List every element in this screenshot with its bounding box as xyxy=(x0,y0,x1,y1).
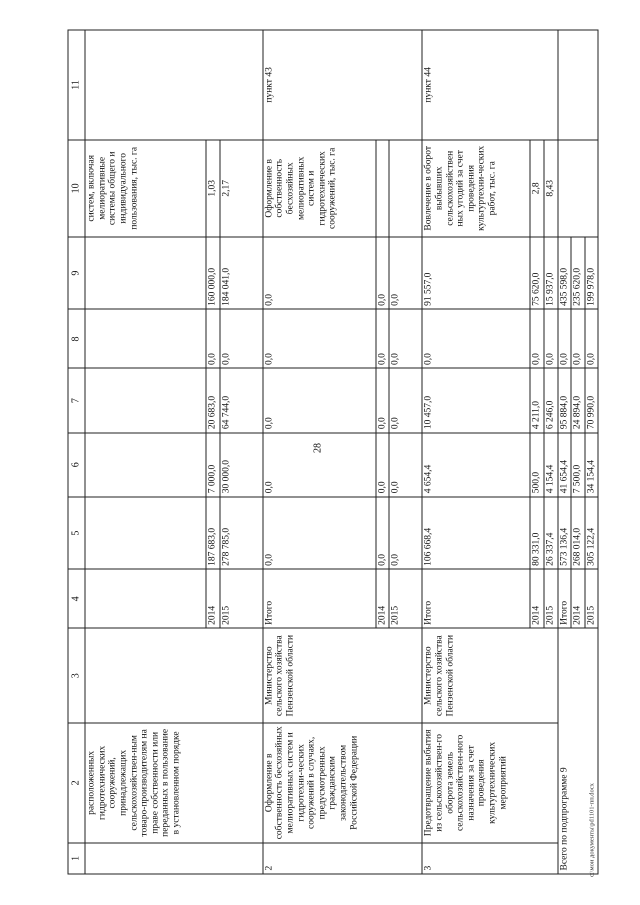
program-table xyxy=(68,30,599,875)
value-cell: 24 894,0 xyxy=(571,368,585,432)
value-cell: 6 246,0 xyxy=(544,368,558,432)
value-cell: 199 978,0 xyxy=(585,237,599,310)
indicator-value-cell: 8,43 xyxy=(544,140,558,237)
table-row xyxy=(263,30,376,874)
row3-executor: Министерство сельского хозяйства Пензенской области xyxy=(422,628,557,723)
col-header-2: 2 xyxy=(68,723,85,843)
cont-num-cell xyxy=(85,843,263,874)
cell xyxy=(85,237,206,310)
col-header-8: 8 xyxy=(68,309,85,368)
value-cell: 305 122,4 xyxy=(585,497,599,570)
summary-row xyxy=(558,30,572,874)
row-number: 3 xyxy=(422,843,557,874)
value-cell: 106 668,4 xyxy=(422,497,530,570)
value-cell: 70 990,0 xyxy=(585,368,599,432)
value-cell: 95 884,0 xyxy=(558,368,572,432)
row-number: 2 xyxy=(263,843,423,874)
row3-indicator: Вовлечение в оборот выбывших сельскохозяйствен ных угодий за счет проведения культуртехни-ческих работ, тыс. га xyxy=(422,140,530,237)
value-cell: 0,0 xyxy=(389,237,422,310)
value-cell: 500,0 xyxy=(530,433,544,497)
value-cell: 10 457,0 xyxy=(422,368,530,432)
col-header-4: 4 xyxy=(68,569,85,628)
indicator-value-cell: 2,8 xyxy=(530,140,544,237)
value-cell: 41 654,4 xyxy=(558,433,572,497)
value-cell: 0,0 xyxy=(376,433,390,497)
value-cell: 0,0 xyxy=(220,309,263,368)
value-cell: 0,0 xyxy=(263,433,376,497)
value-cell: 26 337,4 xyxy=(544,497,558,570)
value-cell: 278 785,0 xyxy=(220,497,263,570)
col-header-5: 5 xyxy=(68,497,85,570)
value-cell: 0,0 xyxy=(389,309,422,368)
value-cell: 20 683,0 xyxy=(206,368,220,432)
value-cell: 0,0 xyxy=(263,237,376,310)
value-cell: 0,0 xyxy=(376,368,390,432)
value-cell: 0,0 xyxy=(530,309,544,368)
cell xyxy=(85,433,206,497)
value-cell: 4 154,4 xyxy=(544,433,558,497)
year-cell: 2015 xyxy=(544,569,558,628)
value-cell: 4 654,4 xyxy=(422,433,530,497)
col-header-10: 10 xyxy=(68,140,85,237)
row2-indicator: Оформление в собственность бесхозяйных мелиоративных систем и гидротехнических сооружений, тыс. га xyxy=(263,140,376,237)
year-cell: 2014 xyxy=(206,569,220,628)
row3-note: пункт 44 xyxy=(422,30,557,140)
indicator-value-cell: 1,03 xyxy=(206,140,220,237)
value-cell: 0,0 xyxy=(376,309,390,368)
cell xyxy=(85,497,206,570)
col-header-9: 9 xyxy=(68,237,85,310)
row3-description: Предотвращение выбытия из сельскохозяйствен-го оборота земель сельскохозяйствен-ного назначения за счет проведения культуртехнических мероприятий xyxy=(422,723,557,843)
year-cell: 2014 xyxy=(571,569,585,628)
total-label: Итого xyxy=(263,569,376,628)
cell xyxy=(558,140,599,237)
year-cell: 2015 xyxy=(389,569,422,628)
value-cell: 34 154,4 xyxy=(585,433,599,497)
cont-executor-cell xyxy=(85,628,263,723)
cell xyxy=(558,30,599,140)
cell xyxy=(389,140,422,237)
value-cell: 0,0 xyxy=(206,309,220,368)
value-cell: 0,0 xyxy=(571,309,585,368)
value-cell: 75 620,0 xyxy=(530,237,544,310)
value-cell: 0,0 xyxy=(376,497,390,570)
value-cell: 0,0 xyxy=(585,309,599,368)
value-cell: 64 744,0 xyxy=(220,368,263,432)
year-cell: 2014 xyxy=(376,569,390,628)
col-header-6: 6 xyxy=(68,433,85,497)
cell xyxy=(85,569,206,628)
value-cell: 0,0 xyxy=(263,309,376,368)
year-cell: 2015 xyxy=(220,569,263,628)
value-cell: 0,0 xyxy=(389,433,422,497)
cont-note-cell xyxy=(85,30,263,140)
total-label: Итого xyxy=(422,569,530,628)
row2-note: пункт 43 xyxy=(263,30,423,140)
col-header-11: 11 xyxy=(68,30,85,140)
value-cell: 7 000,0 xyxy=(206,433,220,497)
cell xyxy=(85,368,206,432)
value-cell: 0,0 xyxy=(376,237,390,310)
value-cell: 30 000,0 xyxy=(220,433,263,497)
value-cell: 0,0 xyxy=(389,368,422,432)
cont-description: расположенных гидротехнических сооружений, принадлежащих сельскохозяйствен-ным товаро-производителям на праве собственности или переданных в пользование в установленном порядке xyxy=(85,723,263,843)
value-cell: 573 136,4 xyxy=(558,497,572,570)
indicator-value-cell: 2,17 xyxy=(220,140,263,237)
row2-description: Оформление в собственность бесхозяйных мелиоративных систем и гидротехни-ческих сооружений в случаях, предусмотренных гражданским законодательством Российской Федерации xyxy=(263,723,423,843)
value-cell: 7 500,0 xyxy=(571,433,585,497)
value-cell: 0,0 xyxy=(422,309,530,368)
value-cell: 0,0 xyxy=(544,309,558,368)
value-cell: 0,0 xyxy=(389,497,422,570)
cell xyxy=(85,309,206,368)
row2-executor: Министерство сельского хозяйства Пензенской области xyxy=(263,628,423,723)
value-cell: 91 557,0 xyxy=(422,237,530,310)
col-header-7: 7 xyxy=(68,368,85,432)
total-label: Итого xyxy=(558,569,572,628)
summary-label: Всего по подпрограмме 9 xyxy=(558,628,599,874)
footer-file-path: c:\мои документы\pd1101-пп.docx xyxy=(588,783,596,877)
value-cell: 0,0 xyxy=(263,497,376,570)
year-cell: 2015 xyxy=(585,569,599,628)
value-cell: 4 211,0 xyxy=(530,368,544,432)
value-cell: 160 000,0 xyxy=(206,237,220,310)
value-cell: 15 937,0 xyxy=(544,237,558,310)
value-cell: 435 598,0 xyxy=(558,237,572,310)
year-cell: 2014 xyxy=(530,569,544,628)
value-cell: 268 014,0 xyxy=(571,497,585,570)
value-cell: 184 041,0 xyxy=(220,237,263,310)
value-cell: 187 683,0 xyxy=(206,497,220,570)
value-cell: 0,0 xyxy=(263,368,376,432)
value-cell: 80 331,0 xyxy=(530,497,544,570)
table-row xyxy=(85,30,206,874)
value-cell: 235 620,0 xyxy=(571,237,585,310)
page-number: 28 xyxy=(312,443,324,453)
value-cell: 0,0 xyxy=(558,309,572,368)
header-row xyxy=(68,30,85,874)
cell xyxy=(376,140,390,237)
col-header-1: 1 xyxy=(68,843,85,874)
col-header-3: 3 xyxy=(68,628,85,723)
table-row xyxy=(422,30,530,874)
cont-indicator: систем, включая мелиоративные системы общего и индивидуального пользования, тыс. га xyxy=(85,140,206,237)
